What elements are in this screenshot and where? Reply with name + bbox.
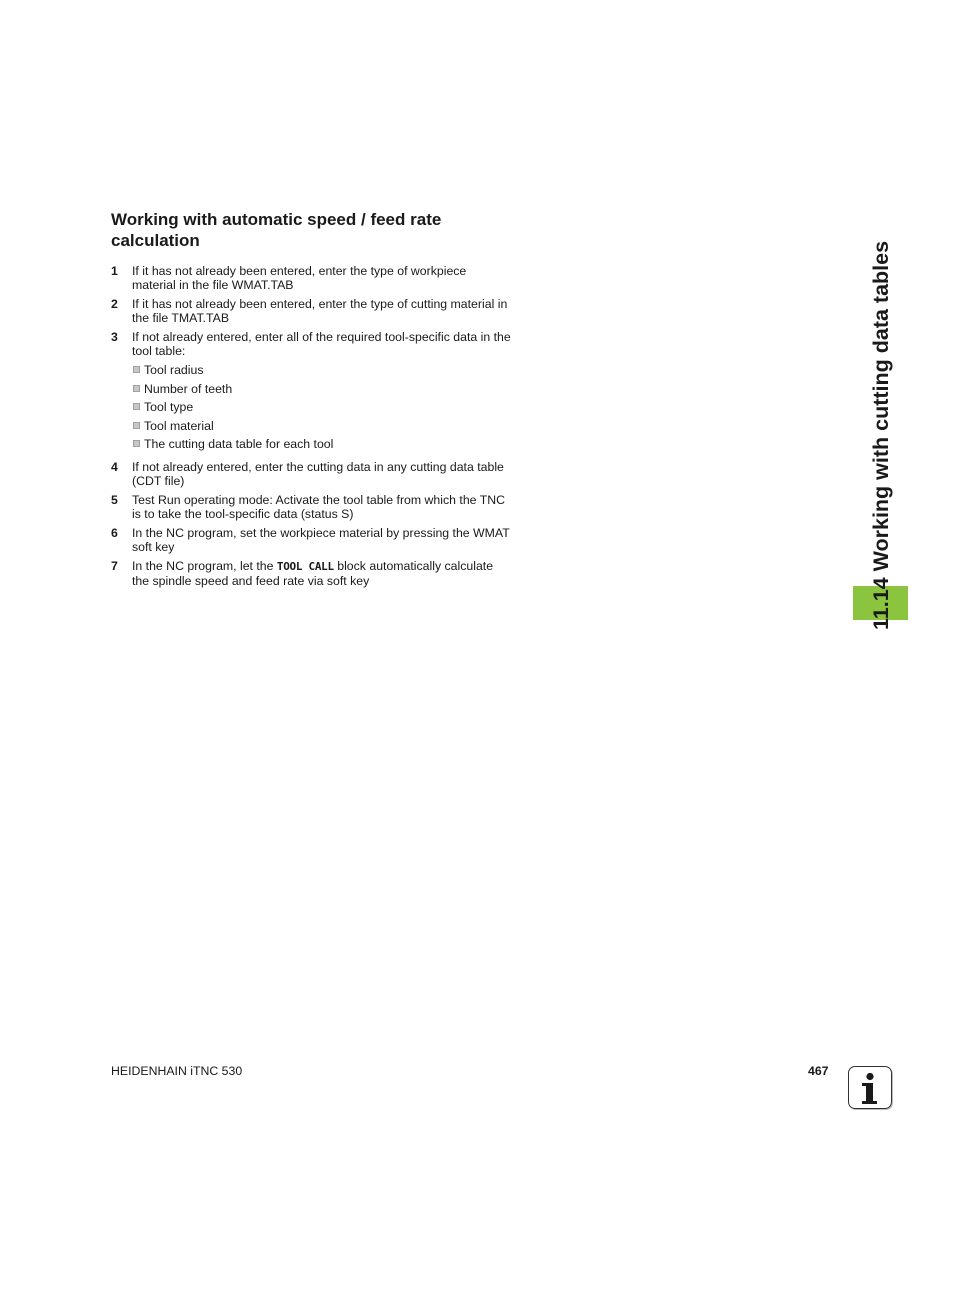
step-item [111,559,511,588]
list-item: Tool material [132,419,511,433]
step-text-before: In the NC program, let the [132,559,277,574]
square-bullet-icon [133,440,140,447]
chapter-side-title: 11.14 Working with cutting data tables [869,240,893,630]
step-item [111,264,511,292]
footer-product: HEIDENHAIN iTNC 530 [111,1064,243,1078]
section-heading: Working with automatic speed / feed rate calculation [111,210,442,250]
step-text: If not already entered, enter the cutting data in any cutting data table (CDT file) [132,460,504,489]
square-bullet-icon [133,366,140,373]
step-number: 3 [111,330,118,344]
list-item: Tool radius [132,363,511,377]
step-item [111,526,511,554]
step-text: In the NC program, set the workpiece material by pressing the WMAT soft key [132,526,510,555]
step-number: 6 [111,526,118,541]
step-text: If not already entered, enter all of the required tool-specific data in the tool table: [132,330,511,358]
step-text: If it has not already been entered, enter the type of workpiece material in the file WMAT.TAB [132,264,467,292]
step-item [111,493,511,521]
step-item [111,460,511,488]
step-number: 4 [111,460,118,475]
step-text: If it has not already been entered, enter the type of cutting material in the file TMAT.TAB [132,297,508,325]
step-item [111,297,511,325]
steps-list [111,264,511,593]
info-icon [848,1066,892,1109]
list-item: The cutting data table for each tool [132,437,511,451]
page-number: 467 [808,1064,829,1078]
list-item: Number of teeth [132,382,511,396]
list-item: Tool type [132,400,511,414]
step-text: Test Run operating mode: Activate the tool table from which the TNC is to take the tool-specific data (status S) [132,493,505,522]
step-number: 7 [111,559,118,574]
square-bullet-icon [133,403,140,410]
square-bullet-icon [133,422,140,429]
tool-data-list [132,363,511,451]
step-number: 2 [111,297,118,311]
step-item [111,330,511,451]
step-number: 1 [111,264,118,278]
step-text-after: block automatically calculate the spindle speed and feed rate via soft key [132,559,494,589]
square-bullet-icon [133,385,140,392]
nc-code-tool-call: TOOL CALL [276,560,334,574]
step-number: 5 [111,493,118,508]
